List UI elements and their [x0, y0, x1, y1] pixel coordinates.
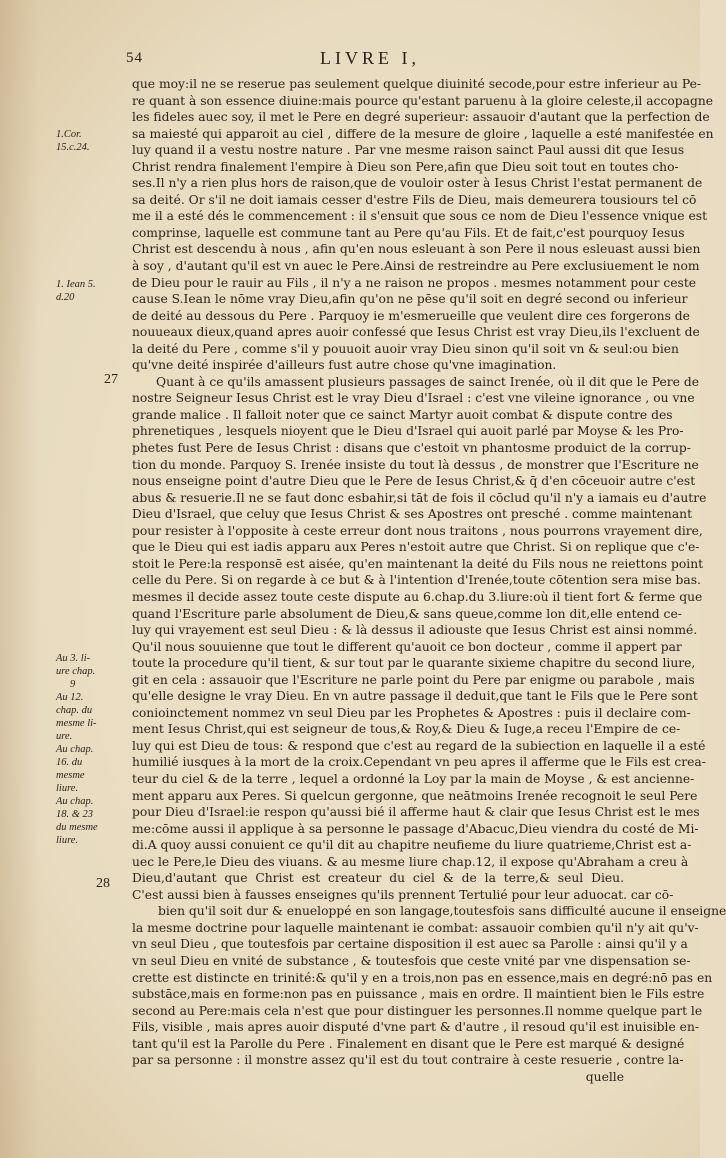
text-line: Qu'il nous souuienne que tout le different qu'auoit ce bon docteur , comme il appert par — [132, 639, 682, 654]
margin-note-line: 18. & 23 — [56, 809, 94, 820]
text-line: à soy , d'autant qu'il est vn auec le Pere.Ainsi de restreindre au Pere exclusiuement le nom — [132, 259, 700, 274]
margin-note-line: mesme — [56, 770, 85, 781]
text-line: Quant à ce qu'ils amassent plusieurs passages de sainct Irenée, où il dit que le Pere de — [156, 374, 700, 389]
text-line: phetes fust Pere de Iesus Christ : disans que c'estoit vn phantosme produict de la corrup- — [132, 441, 691, 456]
page-number: 54 — [126, 50, 143, 66]
text-line: pour Dieu d'Israel:ie respon qu'aussi bié il afferme haut & clair que Iesus Christ est le mes — [132, 805, 700, 820]
text-line: quelle — [585, 1069, 624, 1084]
text-line: de Dieu pour le rauir au Fils , il n'y a ne raison ne propos . mesmes notamment pour ceste — [132, 275, 697, 290]
text-line: qu'elle designe le vray Dieu. En vn autre passage il deduit,que tant le Fils que le Pere sont — [132, 689, 698, 704]
text-line: crette est distincte en trinité:& qu'il y en a trois,non pas en essence,mais en degré:nō pas en — [132, 970, 713, 985]
text-line: C'est aussi bien à fausses enseignes qu'ils prennent Tertulié pour leur aduocat. car cō- — [132, 887, 674, 902]
margin-note-line: ure. — [56, 731, 73, 742]
margin-note-3 — [56, 652, 120, 847]
page-edge-stain — [0, 0, 40, 1158]
text-line: sa deité. Or s'il ne doit iamais cesser d'estre Fils de Dieu, mais demeurera tousiours tel cō — [132, 192, 697, 207]
margin-note-line: du mesme — [56, 822, 98, 833]
margin-note-2 — [56, 278, 120, 304]
margin-note-line: 9 — [70, 679, 76, 690]
text-line: qu'vne deité inspirée d'ailleurs fust autre chose qu'vne imagination. — [132, 358, 557, 373]
text-line: luy qui est Dieu de tous: & respond que c'est au regard de la subiection en laquelle il a esté — [132, 738, 706, 753]
text-line: teur du ciel & de la terre , lequel a ordonné la Loy par la main de Moyse , & est ancienne- — [132, 771, 695, 786]
text-line: di.A quoy aussi conuient ce qu'il dit au chapitre neufieme du liure quatrieme,Christ est a- — [132, 838, 692, 853]
text-line: bien qu'il soit dur & enueloppé en son langage,toutesfois sans difficulté aucune il enseigne — [158, 904, 726, 919]
margin-note-line: 16. du — [56, 757, 83, 768]
text-line: conioinctement nommez vn seul Dieu par les Prophetes & Apostres : puis il declaire com- — [132, 705, 691, 720]
text-line: luy quand il a vestu nostre nature . Par vne mesme raison sainct Paul aussi dit que Iesus — [132, 143, 685, 158]
text-line: nouueaux dieux,quand apres auoir confessé que Iesus Christ est vray Dieu,ils l'excluent de — [132, 325, 700, 340]
margin-note-line: Au chap. — [56, 744, 94, 755]
text-line: substāce,mais en forme:non pas en puissance , mais en ordre. Il maintient bien le Fils estre — [132, 987, 705, 1002]
text-line: me il a esté dés le commencement : il s'ensuit que sous ce nom de Dieu l'essence vnique est — [132, 209, 708, 224]
text-line: Fils, visible , mais apres auoir disputé d'vne part & d'autre , il resoud qu'il est inuisible en- — [132, 1020, 700, 1035]
margin-note-line: liure. — [56, 783, 79, 794]
text-line: ses.Il n'y a rien plus hors de raison,que de vouloir oster à Iesus Christ l'estat permanent de — [132, 176, 703, 191]
margin-note-line: ure chap. — [56, 666, 96, 677]
text-line: second au Pere:mais cela n'est que pour distinguer les personnes.Il nomme quelque part le — [132, 1003, 703, 1018]
text-line: vn seul Dieu en vnité de substance , & toutesfois que ceste vnité par vne dispensation se- — [132, 953, 691, 968]
text-line: toute la procedure qu'il tient, & sur tout par le quarante sixieme chapitre du second liure, — [132, 656, 696, 671]
text-line: Dieu,d'autant que Christ est createur du ciel & de la terre,& seul Dieu. — [132, 871, 624, 886]
text-line: que le Dieu qui est iadis apparu aux Peres n'estoit autre que Christ. Si on replique que c'e- — [132, 540, 700, 555]
text-line: vn seul Dieu , que toutesfois par certaine disposition il est auec sa Parolle : ainsi qu'il y a — [132, 937, 688, 952]
margin-note-line: 1.Cor. — [56, 129, 82, 140]
text-line: les fideles auec soy, il met le Pere en degré superieur: assauoir d'autant que la perfection de — [132, 110, 710, 125]
margin-note-line: liure. — [56, 835, 79, 846]
margin-note-line: 1. Iean 5. — [56, 279, 96, 290]
text-line: sa maiesté qui apparoit au ciel , differe de la mesure de gloire , laquelle a esté manifestée en — [132, 126, 714, 141]
text-line: celle du Pere. Si on regarde à ce but & à l'intention d'Irenée,toute cōtention sera mise bas. — [132, 573, 701, 588]
text-line: que moy:il ne se reserue pas seulement quelque diuinité secode,pour estre inferieur au Pe- — [132, 77, 702, 91]
margin-note-line: 15.c.24. — [56, 142, 90, 153]
text-line: ment apparu aux Peres. Si quelcun gergonne, que neātmoins Irenée recognoit le seul Pere — [132, 788, 698, 803]
text-line: stoit le Pere:la responsē est aisée, qu'en maintenant la deité du Fils nous ne reiettons point — [132, 556, 704, 571]
text-line: ment Iesus Christ,qui est seigneur de tous,& Roy,& Dieu & Iuge,a receu l'Empire de ce- — [132, 722, 681, 737]
text-line: grande malice . Il falloit noter que ce sainct Martyr auoit combat & dispute contre des — [132, 407, 673, 422]
text-line: phrenetiques , lesquels nioyent que le Dieu d'Israel qui auoit parlé par Moyse & les Pro- — [132, 424, 684, 439]
text-line: de deité au dessous du Pere . Parquoy ie m'esmerueille que veulent dire ces forgerons de — [132, 308, 690, 323]
paragraph-number: 28 — [96, 876, 110, 891]
text-line: la deité du Pere , comme s'il y pouuoit auoir vray Dieu sinon qu'il soit vn & seul:ou bien — [132, 341, 679, 356]
text-line: comprinse, laquelle est commune tant au Pere qu'au Fils. Et de fait,c'est pourquoy Iesus — [132, 225, 685, 240]
margin-note-line: chap. du — [56, 705, 93, 716]
paragraph-number: 27 — [104, 372, 118, 387]
text-line: nostre Seigneur Iesus Christ est le vray Dieu d'Israel : c'est vne vileine ignorance , ou vne — [132, 391, 695, 406]
text-line: Christ rendra finalement l'empire à Dieu son Pere,afin que Dieu soit tout en toutes cho- — [132, 159, 679, 174]
text-line: mesmes il decide assez toute ceste dispute au 6.chap.du 3.liure:où il tient fort & ferme que — [132, 589, 703, 604]
text-line: tion du monde. Parquoy S. Irenée insiste du tout là dessus , de monstrer que l'Escriture ne — [132, 457, 699, 472]
text-line: tant qu'il est la Parolle du Pere . Finalement en disant que le Pere est marqué & designé — [132, 1036, 685, 1051]
margin-note-1 — [56, 128, 120, 154]
text-line: nous enseigne point d'autre Dieu que le Pere de Iesus Christ,& q̄ d'en cōceuoir autre c'est — [132, 474, 696, 489]
text-line: quand l'Escriture parle absolument de Dieu,& sans queue,comme lon dit,elle entend ce- — [132, 606, 682, 621]
text-line: luy qui vrayement est seul Dieu : & là dessus il adiouste que Iesus Christ est ainsi nommé. — [132, 623, 698, 638]
running-title: LIVRE I, — [320, 48, 420, 68]
text-line: par sa personne : il monstre assez qu'il est du tout contraire à ceste resuerie , contre la- — [132, 1053, 684, 1068]
text-line: re quant à son essence diuine:mais pource qu'estant paruenu à la gloire celeste,il accopagne — [132, 93, 714, 108]
margin-note-line: Au 12. — [56, 692, 84, 703]
text-line: pour resister à l'opposite à ceste erreur dont nous traitons , nous pourrons vrayement dire, — [132, 523, 703, 538]
text-line: uec le Pere,le Dieu des viuans. & au mesme liure chap.12, il expose qu'Abraham a creu à — [132, 854, 689, 869]
margin-note-line: Au 3. li- — [56, 653, 91, 664]
text-line: la mesme doctrine pour laquelle maintenant ie combat: assauoir combien qu'il n'y ait qu'v- — [132, 920, 699, 935]
text-line: abus & resuerie.Il ne se faut donc esbahir,si tāt de fois il cōclud qu'il n'y a iamais eu d'autre — [132, 490, 707, 505]
text-line: me:cōme aussi il applique à sa personne le passage d'Abacuc,Dieu viendra du costé de Mi- — [132, 821, 699, 836]
text-line: Dieu d'Israel, que celuy que Iesus Christ & ses Apostres ont presché . comme maintenant — [132, 507, 693, 522]
text-line: git en cela : assauoir que l'Escriture ne parle point du Pere par enigme ou parabole , mais — [132, 672, 695, 687]
text-line: humilié iusques à la mort de la croix.Cependant vn peu apres il afferme que le Fils est crea- — [132, 755, 706, 770]
text-line: cause S.Iean le nōme vray Dieu,afin qu'on ne pēse qu'il soit en degré second ou inferieur — [132, 292, 688, 307]
margin-note-line: d.20 — [56, 292, 75, 303]
text-line: Christ est descendu à nous , afin qu'en nous esleuant à son Pere il nous esleuast aussi bien — [132, 242, 701, 257]
margin-note-line: Au chap. — [56, 796, 94, 807]
margin-note-line: mesme li- — [56, 718, 97, 729]
body-text — [132, 76, 726, 1085]
